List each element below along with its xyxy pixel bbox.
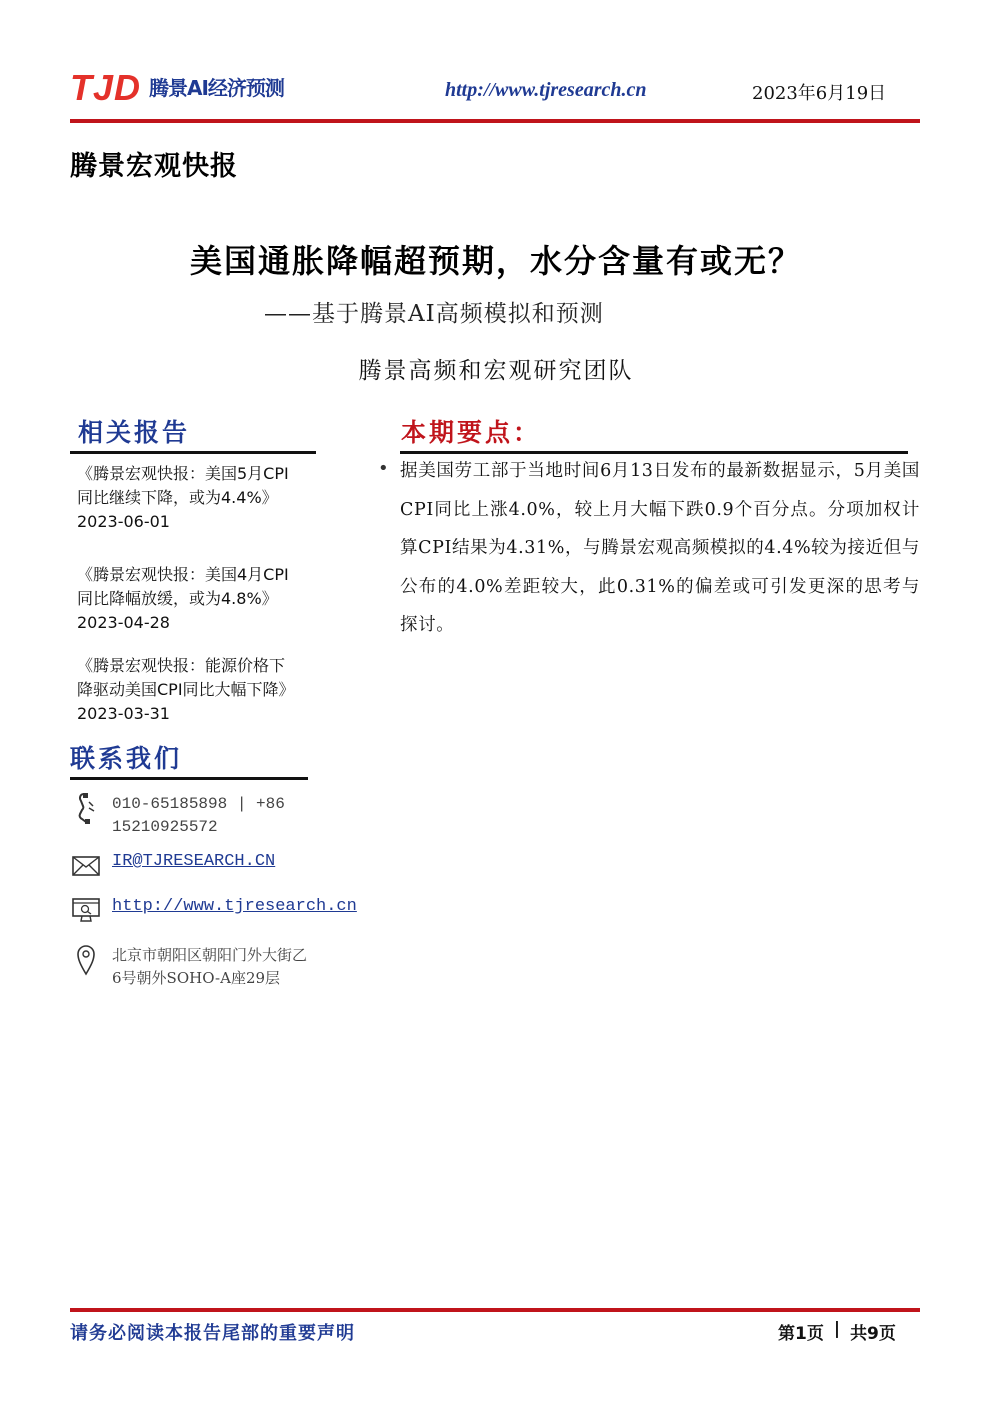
contact-website	[70, 895, 357, 927]
location-pin-icon	[70, 944, 102, 976]
report-series-title: 腾景宏观快报	[70, 151, 238, 182]
key-point-bullet: •	[378, 458, 389, 479]
key-points-heading: 本期要点：	[401, 418, 542, 447]
email-link[interactable]: IR@TJRESEARCH.CN	[112, 852, 276, 871]
contact-address	[70, 944, 307, 990]
page-total: 共9页	[850, 1324, 896, 1344]
report-date: 2023年6月19日	[752, 83, 887, 104]
phone-icon	[70, 793, 102, 825]
header-url-link[interactable]: http://www.tjresearch.cn	[445, 79, 647, 101]
related-report-date: 2023-04-28	[77, 613, 170, 632]
key-point-text: 据美国劳工部于当地时间6月13日发布的最新数据显示，5月美国CPI同比上涨4.0%，较上月大幅下跌0.9个百分点。分项加权计算CPI结果为4.31%，与腾景宏观高频模拟的4.4%较为接近但与公布的4.0%差距较大，此0.31%的偏差或可引发更深的思考与探讨。	[400, 461, 920, 636]
header-divider	[70, 119, 920, 123]
page-indicator	[778, 1319, 896, 1344]
related-report-title[interactable]: 《腾景宏观快报：美国5月CPI 同比继续下降，或为4.4%》	[77, 464, 289, 507]
contact-heading: 联系我们	[70, 744, 183, 773]
page-number: 第1页	[778, 1324, 824, 1344]
phone-line-1: 010-65185898 | +86	[112, 795, 285, 813]
related-report-item[interactable]	[77, 462, 337, 534]
phone-line-2: 15210925572	[112, 818, 218, 836]
contact-phone	[70, 793, 285, 839]
related-report-date: 2023-03-31	[77, 704, 170, 723]
address-line-1: 北京市朝阳区朝阳门外大街乙	[112, 946, 308, 964]
logo-text: 腾景AI经济预测	[149, 76, 284, 100]
report-subtitle: ——基于腾景AI高频模拟和预测	[264, 301, 604, 327]
related-report-item[interactable]	[77, 654, 337, 726]
contact-divider	[70, 777, 308, 780]
related-reports-heading: 相关报告	[78, 418, 191, 447]
footer-divider	[70, 1308, 920, 1312]
address-line-2: 6号朝外SOHO-A座29层	[112, 969, 281, 987]
logo	[70, 67, 284, 108]
related-report-title[interactable]: 《腾景宏观快报：美国4月CPI 同比降幅放缓，或为4.8%》	[77, 565, 289, 608]
author-team: 腾景高频和宏观研究团队	[358, 358, 634, 384]
contact-email	[70, 850, 275, 882]
related-report-title[interactable]: 《腾景宏观快报：能源价格下 降驱动美国CPI同比大幅下降》	[77, 656, 295, 699]
mail-icon	[70, 850, 102, 882]
disclaimer-notice: 请务必阅读本报告尾部的重要声明	[70, 1323, 355, 1344]
report-title: 美国通胀降幅超预期，水分含量有或无？	[189, 242, 802, 280]
logo-mark: TJD	[70, 67, 142, 108]
related-report-date: 2023-06-01	[77, 512, 170, 531]
related-report-item[interactable]	[77, 563, 337, 635]
monitor-icon	[70, 895, 102, 927]
website-link[interactable]: http://www.tjresearch.cn	[112, 897, 357, 916]
related-reports-divider	[70, 451, 316, 454]
page-separator: |	[833, 1319, 841, 1339]
